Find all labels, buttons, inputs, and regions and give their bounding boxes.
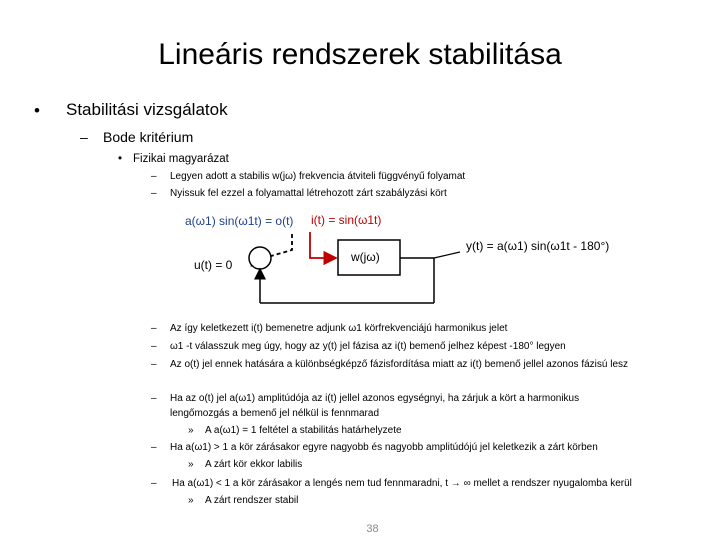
page-title: Lineáris rendszerek stabilitása — [158, 38, 562, 71]
line-nyissuk: Nyissuk fel ezzel a folyamattal létrehozott zárt szabályzási kört — [170, 188, 447, 199]
dash-marker: – — [80, 129, 88, 145]
line-ot-jel: Az o(t) jel ennek hatására a különbségképző fázisfordítása miatt az i(t) bemenő jellel azonos fázisú lesz — [170, 359, 629, 370]
dash-marker: – — [151, 188, 157, 199]
line-valasszuk: ω1 -t válasszuk meg úgy, hogy az y(t) jel fázisa az i(t) bemenő jelhez képest -180° legyen — [170, 341, 566, 352]
bullet-bode: Bode kritérium — [103, 129, 194, 145]
o-signal-line — [271, 234, 292, 256]
i-label: i(t) = sin(ω1t) — [311, 213, 382, 227]
page-number: 38 — [366, 523, 379, 535]
arrow-marker: » — [188, 459, 194, 470]
bullet-dot: • — [34, 101, 40, 120]
line-hatarhelyzet: A a(ω1) = 1 feltétel a stabilitás határhelyzete — [205, 425, 402, 436]
line-ha-ot: Ha az o(t) jel a(ω1) amplitúdója az i(t) jellel azonos egységnyi, ha zárjuk a kört a harmonikus — [170, 393, 580, 404]
y-label: y(t) = a(ω1) sin(ω1t - 180°) — [466, 239, 610, 253]
dash-marker: – — [151, 442, 157, 453]
minus-sign: - — [250, 258, 254, 272]
bullet-stabilitasi: Stabilitási vizsgálatok — [66, 100, 228, 119]
u-label: u(t) = 0 — [194, 258, 233, 272]
bullet-fizikai: Fizikai magyarázat — [133, 153, 229, 165]
line-labilis: A zárt kör ekkor labilis — [205, 459, 303, 470]
dash-marker: – — [151, 393, 157, 404]
block-label: w(jω) — [351, 250, 380, 264]
line-stabil: A zárt rendszer stabil — [205, 495, 299, 506]
i-signal-line — [310, 232, 336, 258]
dash-marker: – — [151, 359, 157, 370]
dash-marker: – — [151, 171, 157, 182]
line-igy: Az így keletkezett i(t) bemenetre adjunk ω1 körfrekvenciájú harmonikus jelet — [170, 323, 508, 334]
dash-marker: – — [151, 478, 157, 489]
arrow-marker: » — [188, 425, 194, 436]
line-legyen: Legyen adott a stabilis w(jω) frekvencia átviteli függvényű folyamat — [170, 171, 466, 182]
arrow-marker: » — [188, 495, 194, 506]
line-lengomozgas: lengőmozgás a bemenő jel nélkül is fennmarad — [170, 408, 380, 419]
y-pointer — [434, 252, 460, 258]
bullet-dot-small: • — [118, 153, 123, 165]
line-labilis-cond: Ha a(ω1) > 1 a kör zárásakor egyre nagyobb és nagyobb amplitúdójú jel keletkezik a zárt körben — [170, 442, 598, 453]
o-label: a(ω1) sin(ω1t) = o(t) — [185, 214, 294, 228]
dash-marker: – — [151, 341, 157, 352]
line-stabil-cond: Ha a(ω1) < 1 a kör zárásakor a lengés nem tud fennmaradni, t → ∞ mellet a rendszer nyugalomba kerül — [172, 478, 632, 489]
dash-marker: – — [151, 323, 157, 334]
